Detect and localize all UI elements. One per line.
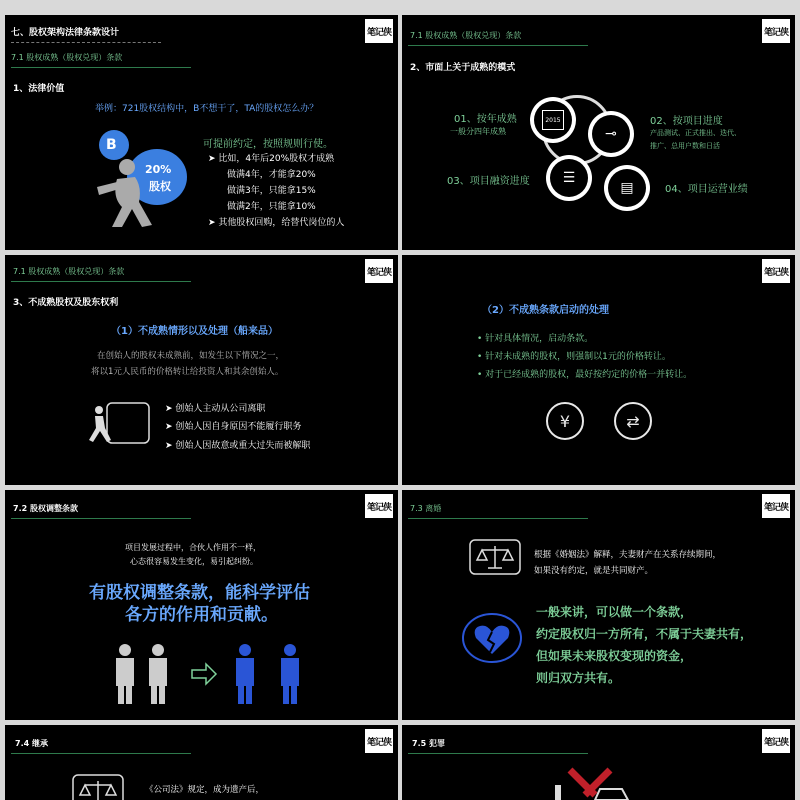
subsection-title: 7.1 股权成熟（股权兑现）条款 xyxy=(11,53,123,62)
slide-inheritance xyxy=(5,725,398,800)
subsection-title: 7.1 股权成熟（股权兑现）条款 xyxy=(13,267,125,276)
paragraph: 心态很容易发生变化，易引起纠纷。 xyxy=(130,557,258,566)
divider xyxy=(408,753,588,754)
slide-divorce xyxy=(402,490,795,720)
report-icon: ▤ xyxy=(604,165,650,211)
slide-legal-value xyxy=(5,15,398,250)
heading: 3、不成熟股权及股东权利 xyxy=(13,298,119,308)
logo: 笔记侠 xyxy=(365,729,393,753)
document-icon: ☰ xyxy=(546,155,592,201)
paragraph: 根据《婚姻法》解释，夫妻财产在关系存续期间， xyxy=(534,550,722,560)
headline: 有股权调整条款，能科学评估 xyxy=(89,583,310,603)
headline: 各方的作用和贡献。 xyxy=(125,605,278,625)
divider xyxy=(11,518,191,519)
lead-text: 可提前约定，按照规则行使。 xyxy=(203,139,333,150)
headline: 约定股权归一方所有，不属于夫妻共有， xyxy=(536,627,753,641)
subsection-title: 7.5 犯罪 xyxy=(412,739,445,748)
list-item: ➤ 其他股权回购，给替代岗位的人 xyxy=(208,218,345,228)
mode-2-desc: 产品测试、正式推出、迭代、 xyxy=(650,129,741,137)
paragraph: 将以1元人民币的价格转让给投资人和其余创始人。 xyxy=(91,367,284,377)
slide-crime xyxy=(402,725,795,800)
person-carrying-equity-icon xyxy=(87,127,197,232)
list-item: • 对于已经成熟的股权，最好按约定的价格一并转让。 xyxy=(477,370,693,380)
list-item: • 针对未成熟的股权，则强制以1元的价格转让。 xyxy=(477,352,671,362)
broken-heart-icon xyxy=(460,612,526,668)
logo: 笔记侠 xyxy=(762,494,790,518)
divider xyxy=(11,281,191,282)
logo: 笔记侠 xyxy=(762,19,790,43)
logo: 笔记侠 xyxy=(762,259,790,283)
list-item: ➤ 创始人因故意或重大过失而被解职 xyxy=(165,441,311,451)
headline: 但如果未来股权变现的资金， xyxy=(536,649,693,663)
paragraph: 如果没有约定，就是共同财产。 xyxy=(534,566,654,576)
divider xyxy=(11,42,161,44)
slide-immature-equity xyxy=(5,255,398,485)
paragraph: 在创始人的股权未成熟前，如发生以下情况之一， xyxy=(97,351,285,361)
logo: 笔记侠 xyxy=(365,19,393,43)
section-subtitle: （2）不成熟条款启动的处理 xyxy=(482,305,609,316)
logo: 笔记侠 xyxy=(762,729,790,753)
exchange-icon: ⇄ xyxy=(614,402,652,440)
divider xyxy=(11,753,191,754)
divider xyxy=(408,518,588,519)
hierarchy-icon: ⊸ xyxy=(588,111,634,157)
bag-label: 股权 xyxy=(149,180,171,193)
person-leaving-icon xyxy=(87,400,152,450)
section-subtitle: （1）不成熟情形以及处理（船来品） xyxy=(111,326,278,337)
crime-illustration-icon xyxy=(550,765,640,800)
list-item: ➤ 创始人因自身原因不能履行职务 xyxy=(165,422,302,432)
heading: 1、法律价值 xyxy=(13,84,65,94)
list-item: 做满2年，只能拿10% xyxy=(227,202,316,212)
slide-equity-adjustment xyxy=(5,490,398,720)
list-item: 做满4年，才能拿20% xyxy=(227,170,316,180)
list-item: ➤ 比如，4年后20%股权才成熟 xyxy=(208,154,335,164)
heading: 2、市面上关于成熟的模式 xyxy=(410,63,516,73)
section-title: 七、股权架构法律条款设计 xyxy=(11,28,120,38)
subsection-title: 7.1 股权成熟（股权兑现）条款 xyxy=(410,31,522,40)
slide-vesting-modes xyxy=(402,15,795,250)
logo: 笔记侠 xyxy=(365,259,393,283)
slide-immature-clause-handling xyxy=(402,255,795,485)
headline: 则归双方共有。 xyxy=(536,671,621,685)
mode-1-title: 01、按年成熟 xyxy=(454,114,517,125)
bag-percent: 20% xyxy=(145,163,172,176)
calendar-icon: 2015 xyxy=(530,97,576,143)
list-item: • 针对具体情况，启动条款。 xyxy=(477,334,594,344)
partners-illustration xyxy=(100,638,320,708)
mode-2-desc: 推广、总用户数和日活 xyxy=(650,142,720,150)
logo: 笔记侠 xyxy=(365,494,393,518)
divider xyxy=(11,67,191,68)
mode-2-title: 02、按项目进度 xyxy=(650,116,723,127)
subsection-title: 7.2 股权调整条款 xyxy=(13,504,78,513)
scales-icon xyxy=(71,773,127,800)
headline: 一般来讲，可以做一个条款， xyxy=(536,605,693,619)
example-question: 举例：721股权结构中，B不想干了，TA的股权怎么办？ xyxy=(95,104,319,114)
b-letter: B xyxy=(106,137,117,153)
list-item: ➤ 创始人主动从公司离职 xyxy=(165,404,266,414)
subsection-title: 7.3 离婚 xyxy=(410,504,442,513)
paragraph: 项目发展过程中，合伙人作用不一样， xyxy=(125,543,261,552)
mode-1-desc: 一般分四年成熟 xyxy=(450,127,506,136)
yen-cycle-icon: ¥ xyxy=(546,402,584,440)
mode-4-title: 04、项目运营业绩 xyxy=(665,184,748,195)
mode-3-title: 03、项目融资进度 xyxy=(447,176,530,187)
divider xyxy=(408,45,588,46)
scales-icon xyxy=(468,538,524,578)
subsection-title: 7.4 继承 xyxy=(15,739,48,748)
paragraph: 《公司法》规定，成为遗产后， xyxy=(145,785,265,795)
list-item: 做满3年，只能拿15% xyxy=(227,186,316,196)
